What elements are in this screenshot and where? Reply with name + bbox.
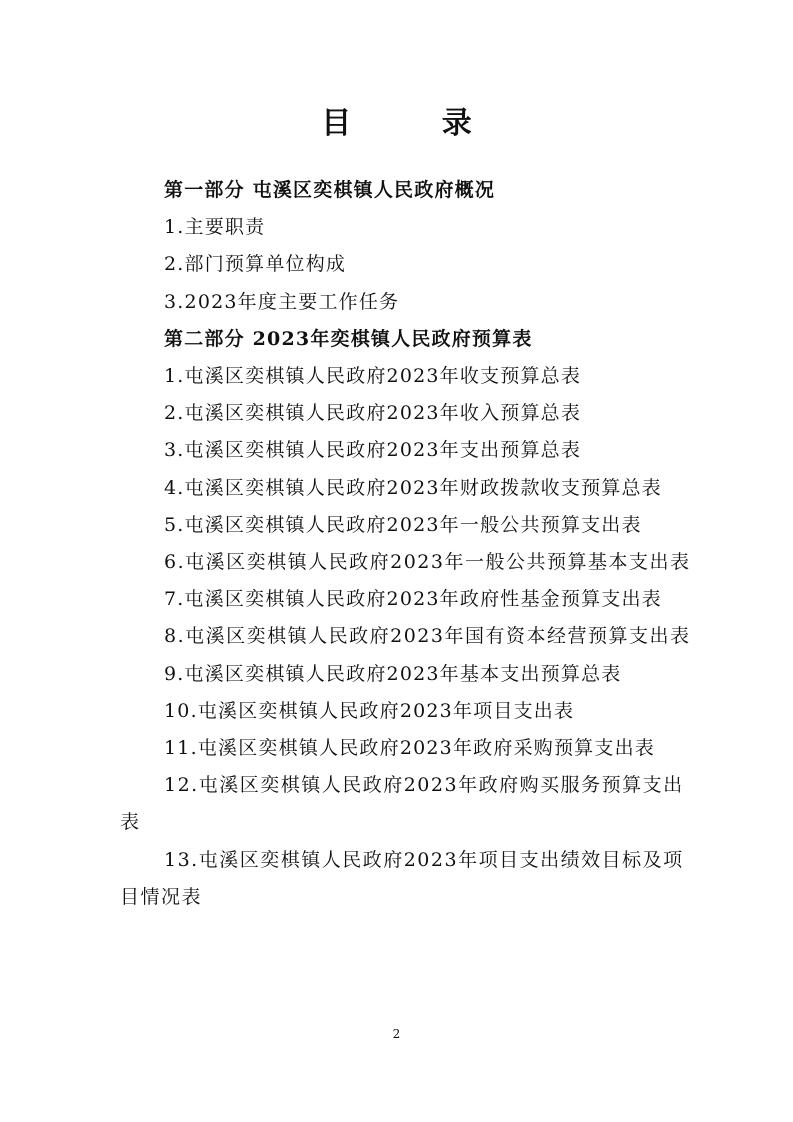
toc-part-heading [120,321,695,358]
toc-item: 3.2023年度主要工作任务 [164,290,400,313]
toc-item: 7.屯溪区奕棋镇人民政府2023年政府性基金预算支出表 [164,588,662,611]
toc-item: 5.屯溪区奕棋镇人民政府2023年一般公共预算支出表 [164,513,642,536]
toc-item: 8.屯溪区奕棋镇人民政府2023年国有资本经营预算支出表 [164,625,691,648]
toc-item: 2.部门预算单位构成 [164,253,347,276]
toc-item: 1.主要职责 [164,216,266,239]
toc-item: 2.屯溪区奕棋镇人民政府2023年收入预算总表 [164,402,582,425]
table-of-contents [120,172,695,916]
toc-item: 11.屯溪区奕棋镇人民政府2023年政府采购预算支出表 [164,737,655,760]
toc-item: 6.屯溪区奕棋镇人民政府2023年一般公共预算基本支出表 [164,551,691,574]
toc-item: 3.屯溪区奕棋镇人民政府2023年支出预算总表 [164,439,582,462]
toc-item: 13.屯溪区奕棋镇人民政府2023年项目支出绩效目标及项目情况表 [120,848,684,908]
page-title: 目 录 [321,106,512,141]
toc-item: 1.屯溪区奕棋镇人民政府2023年收支预算总表 [164,365,582,388]
part-title: 2023年奕棋镇人民政府预算表 [252,327,533,350]
part-label: 第二部分 [164,327,245,350]
toc-item: 9.屯溪区奕棋镇人民政府2023年基本支出预算总表 [164,662,622,685]
part-label: 第一部分 [164,179,245,201]
toc-item: 4.屯溪区奕棋镇人民政府2023年财政拨款收支预算总表 [164,476,662,499]
toc-item: 12.屯溪区奕棋镇人民政府2023年政府购买服务预算支出表 [120,774,684,834]
toc-part-heading [120,172,695,209]
part-title: 屯溪区奕棋镇人民政府概况 [252,179,496,201]
toc-item: 10.屯溪区奕棋镇人民政府2023年项目支出表 [164,699,575,722]
page-number: 2 [392,1027,401,1041]
